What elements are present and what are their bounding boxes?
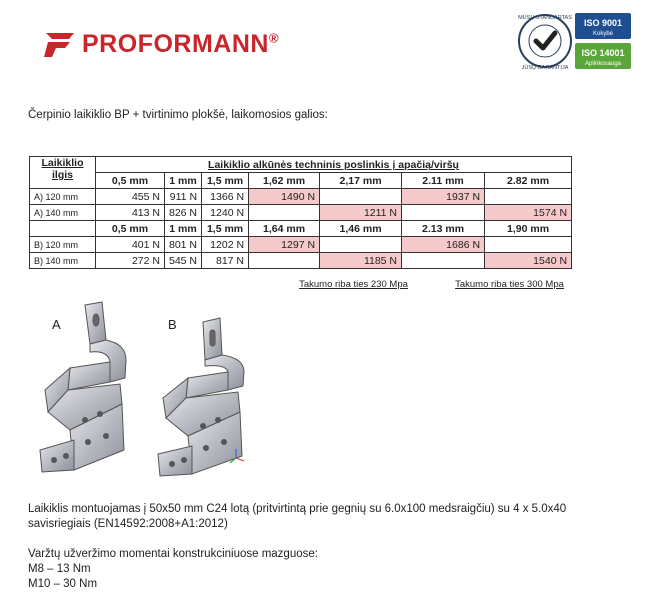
value-cell: 1202 N <box>202 237 249 253</box>
row-label: B) 140 mm <box>30 253 96 269</box>
torque-section <box>28 547 318 592</box>
iso-9001: ISO 9001 <box>583 18 623 28</box>
figure-label-b: B <box>168 317 177 332</box>
torque-m8: M8 – 13 Nm <box>28 563 91 575</box>
torque-m10: M10 – 30 Nm <box>28 578 98 590</box>
iso-14001-sub: Aplinkosauga <box>584 61 622 67</box>
value-cell: 1366 N <box>202 189 249 205</box>
proformann-logo-icon <box>42 31 76 59</box>
iso-14001: ISO 14001 <box>581 48 625 58</box>
value-cell: 801 N <box>165 237 202 253</box>
value-cell: 1686 N <box>402 237 485 253</box>
header-a-cell: 1,62 mm <box>249 173 320 189</box>
value-cell: 1297 N <box>249 237 320 253</box>
value-cell: 826 N <box>165 205 202 221</box>
value-cell: 911 N <box>165 189 202 205</box>
yield-note-300: Takumo riba ties 300 Mpa <box>455 279 564 290</box>
brand-name: PROFORMANN® <box>82 30 280 58</box>
header-a-cell: 2.82 mm <box>485 173 572 189</box>
header-a-cell: 2,17 mm <box>320 173 402 189</box>
value-cell: 1937 N <box>402 189 485 205</box>
value-cell: 1185 N <box>320 253 402 269</box>
row-label: A) 140 mm <box>30 205 96 221</box>
value-cell: 272 N <box>96 253 165 269</box>
header-b-cell: 1,90 mm <box>485 221 572 237</box>
length-label-cell: Laikiklio ilgis <box>30 157 96 189</box>
value-cell: 1211 N <box>320 205 402 221</box>
iso-certification-badge <box>515 8 635 74</box>
value-cell: 1540 N <box>485 253 572 269</box>
bracket-illustrations <box>30 300 260 480</box>
value-cell <box>402 253 485 269</box>
table-group-header-row <box>30 157 572 173</box>
badge-ring-top: MŪSŲ STANDARTAS <box>518 15 572 21</box>
row-label: B) 120 mm <box>30 237 96 253</box>
value-cell: 1240 N <box>202 205 249 221</box>
header-b-cell: 1,46 mm <box>320 221 402 237</box>
table-header-a-row <box>30 173 572 189</box>
group-header-cell: Laikiklio alkūnės techninis poslinkis į apačią/viršų <box>96 157 572 173</box>
yield-note-230: Takumo riba ties 230 Mpa <box>299 279 408 290</box>
value-cell: 413 N <box>96 205 165 221</box>
bracket-b-illustration <box>158 318 244 476</box>
value-cell: 1574 N <box>485 205 572 221</box>
header-a-cell: 2.11 mm <box>402 173 485 189</box>
load-capacity-table <box>29 156 572 269</box>
bracket-a-illustration <box>40 302 126 472</box>
header-b-cell: 0,5 mm <box>96 221 165 237</box>
mounting-description: Laikiklis montuojamas į 50x50 mm C24 lotą (pritvirtintą prie gegnių su 6.0x100 medsraigčiu) su 4 x 5.0x40 savisriegiais (EN14592:2008+A1:2012) <box>28 503 567 530</box>
value-cell: 401 N <box>96 237 165 253</box>
value-cell <box>485 189 572 205</box>
value-cell <box>249 253 320 269</box>
value-cell: 455 N <box>96 189 165 205</box>
table-row <box>30 253 572 269</box>
header-a-cell: 1,5 mm <box>202 173 249 189</box>
torque-title: Varžtų užveržimo momentai konstrukciniuose mazguose: <box>28 548 318 560</box>
table-row <box>30 189 572 205</box>
value-cell <box>320 189 402 205</box>
empty-cell <box>30 221 96 237</box>
badge-ring-bottom: JŪSŲ GARANTIJA <box>521 65 569 71</box>
value-cell: 817 N <box>202 253 249 269</box>
header-b-cell: 2.13 mm <box>402 221 485 237</box>
header-b-cell: 1 mm <box>165 221 202 237</box>
table-header-b-row <box>30 221 572 237</box>
figure-label-a: A <box>52 317 61 332</box>
value-cell <box>402 205 485 221</box>
document-title: Čerpinio laikiklio BP + tvirtinimo plokšė, laikomosios galios: <box>28 109 328 121</box>
value-cell: 1490 N <box>249 189 320 205</box>
table-row <box>30 205 572 221</box>
header-a-cell: 0,5 mm <box>96 173 165 189</box>
header-b-cell: 1,64 mm <box>249 221 320 237</box>
row-label: A) 120 mm <box>30 189 96 205</box>
iso-9001-sub: Kokybė <box>592 31 614 37</box>
value-cell <box>485 237 572 253</box>
value-cell <box>249 205 320 221</box>
value-cell: 545 N <box>165 253 202 269</box>
company-logo <box>42 30 279 59</box>
header-a-cell: 1 mm <box>165 173 202 189</box>
value-cell <box>320 237 402 253</box>
table-row <box>30 237 572 253</box>
header-b-cell: 1,5 mm <box>202 221 249 237</box>
